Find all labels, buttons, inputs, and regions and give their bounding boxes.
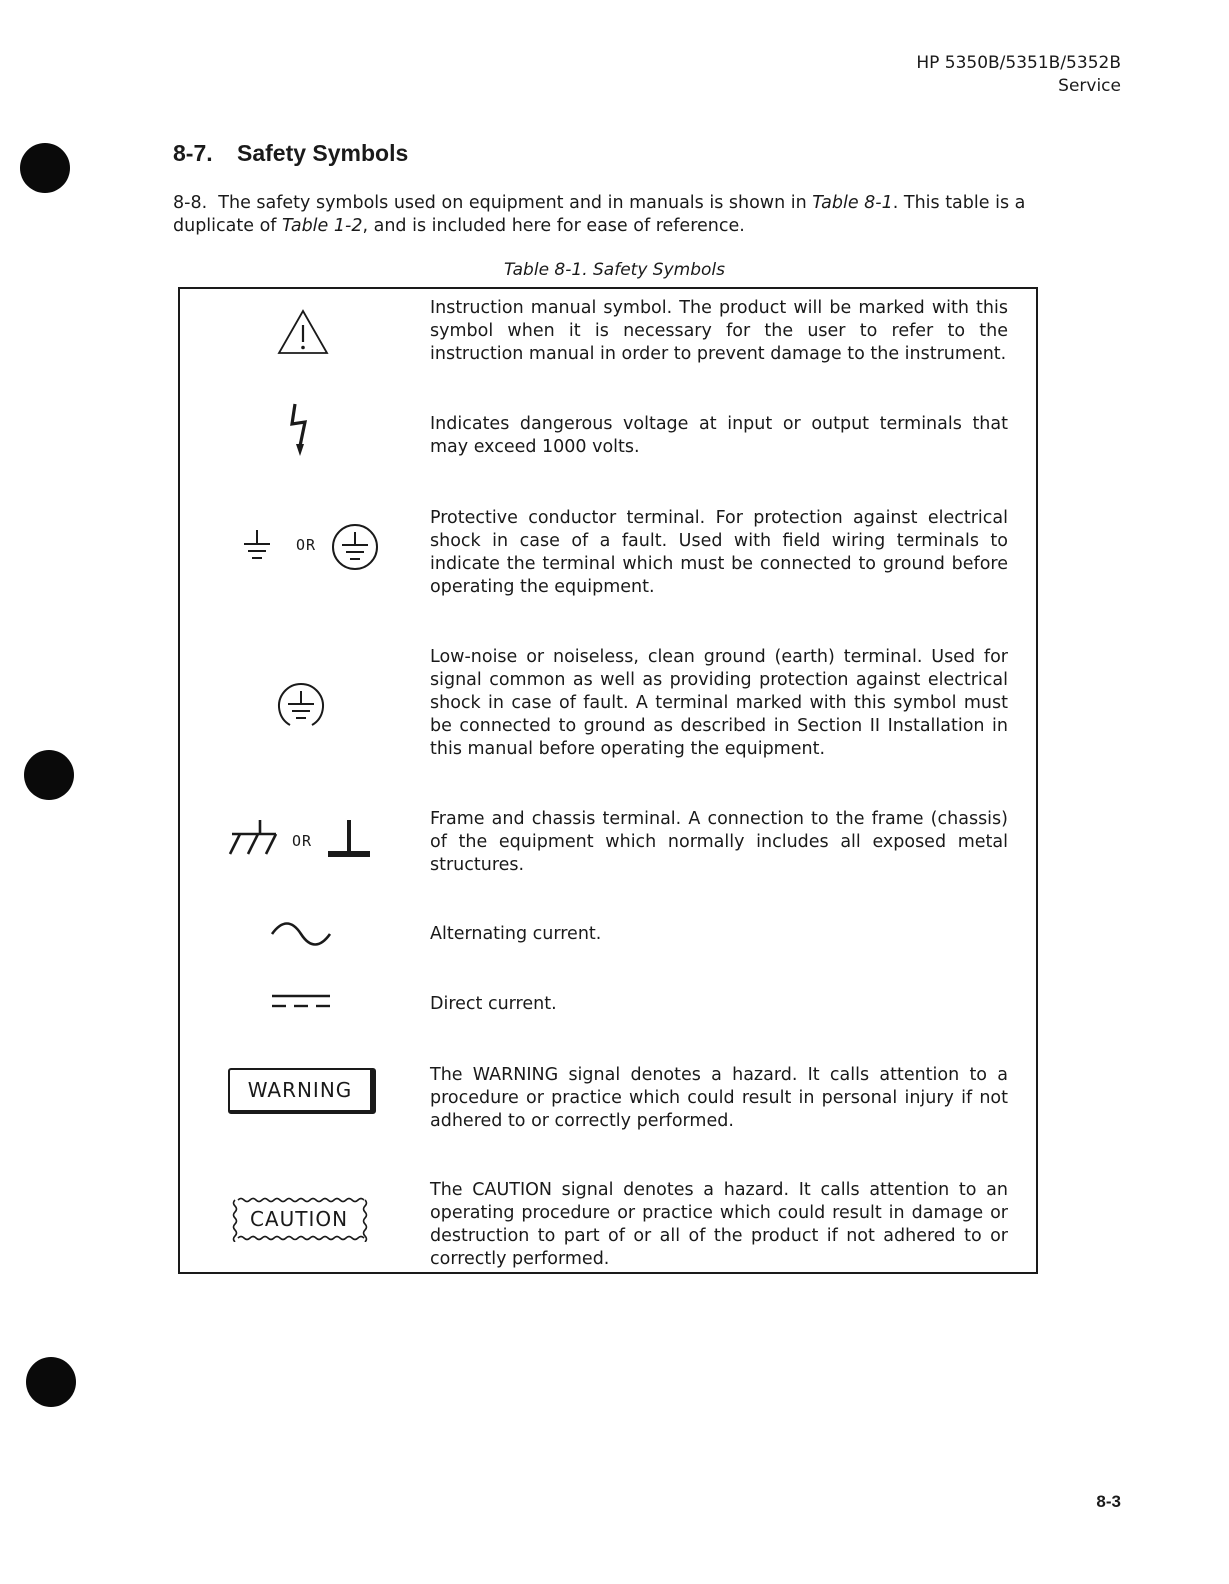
clean-ground-icon: [276, 681, 326, 731]
header-model: HP 5350B/5351B/5352B: [916, 53, 1121, 73]
warning-label: WARNING: [228, 1068, 376, 1114]
frame-terminal-icon: [226, 818, 282, 858]
caution-label: CAUTION: [249, 1207, 349, 1231]
row-description: Indicates dangerous voltage at input or output terminals that may exceed 1000 volts.: [430, 414, 1008, 457]
alternating-current-icon: [270, 922, 332, 946]
table-caption: Table 8-1. Safety Symbols: [504, 260, 725, 280]
row-description: Protective conductor terminal. For protection against electrical shock in case of a fault. Used with field wiring terminals to indicate the terminal which must be connected to ground before operating the equipment.: [430, 508, 1008, 597]
page-header: [916, 52, 1121, 98]
header-section: Service: [1058, 76, 1121, 96]
row-description: The CAUTION signal denotes a hazard. It calls attention to an operating procedure or practice which could result in damage or destruction to part of or all of the product if not adhered to or correctly performed.: [430, 1180, 1008, 1269]
or-label: OR: [292, 832, 313, 850]
intro-text: . This table is a duplicate of: [173, 193, 1026, 236]
or-label: OR: [296, 536, 317, 554]
row-description: Low-noise or noiseless, clean ground (earth) terminal. Used for signal common as well as providing protection against electrical shock in case of fault. A terminal marked with this symbol must be connected to ground as described in Section II Installation in this manual before operating the equipment.: [430, 647, 1008, 759]
protective-conductor-icon: [330, 522, 380, 572]
instruction-manual-icon: [276, 308, 330, 356]
section-title-text: Safety Symbols: [237, 140, 409, 166]
page-number: 8-3: [1096, 1492, 1121, 1511]
direct-current-icon: [270, 992, 332, 1012]
punch-hole-bottom: [26, 1357, 76, 1407]
dangerous-voltage-icon: [287, 402, 313, 458]
punch-hole-top: [20, 143, 70, 193]
row-description: The WARNING signal denotes a hazard. It calls attention to a procedure or practice which could result in personal injury if not adhered to or correctly performed.: [430, 1065, 1008, 1131]
chassis-terminal-icon: [326, 818, 372, 860]
row-description: Frame and chassis terminal. A connection to the frame (chassis) of the equipment which normally includes all exposed metal structures.: [430, 809, 1008, 875]
intro-paragraph: [173, 192, 1053, 238]
section-title: [173, 140, 408, 167]
intro-text: , and is included here for ease of reference.: [362, 216, 745, 236]
row-description: Direct current.: [430, 994, 557, 1014]
punch-hole-middle: [24, 750, 74, 800]
table-reference: Table 8-1: [812, 193, 893, 213]
ground-icon: [242, 528, 272, 562]
table-reference: Table 1-2: [282, 216, 363, 236]
paragraph-number: 8-8.: [173, 193, 208, 213]
row-description: Instruction manual symbol. The product will be marked with this symbol when it is necessary for the user to refer to the instruction manual in order to prevent damage to the instrument.: [430, 298, 1008, 364]
intro-text: The safety symbols used on equipment and in manuals is shown in: [218, 193, 813, 213]
section-number: 8-7.: [173, 140, 213, 166]
row-description: Alternating current.: [430, 924, 602, 944]
